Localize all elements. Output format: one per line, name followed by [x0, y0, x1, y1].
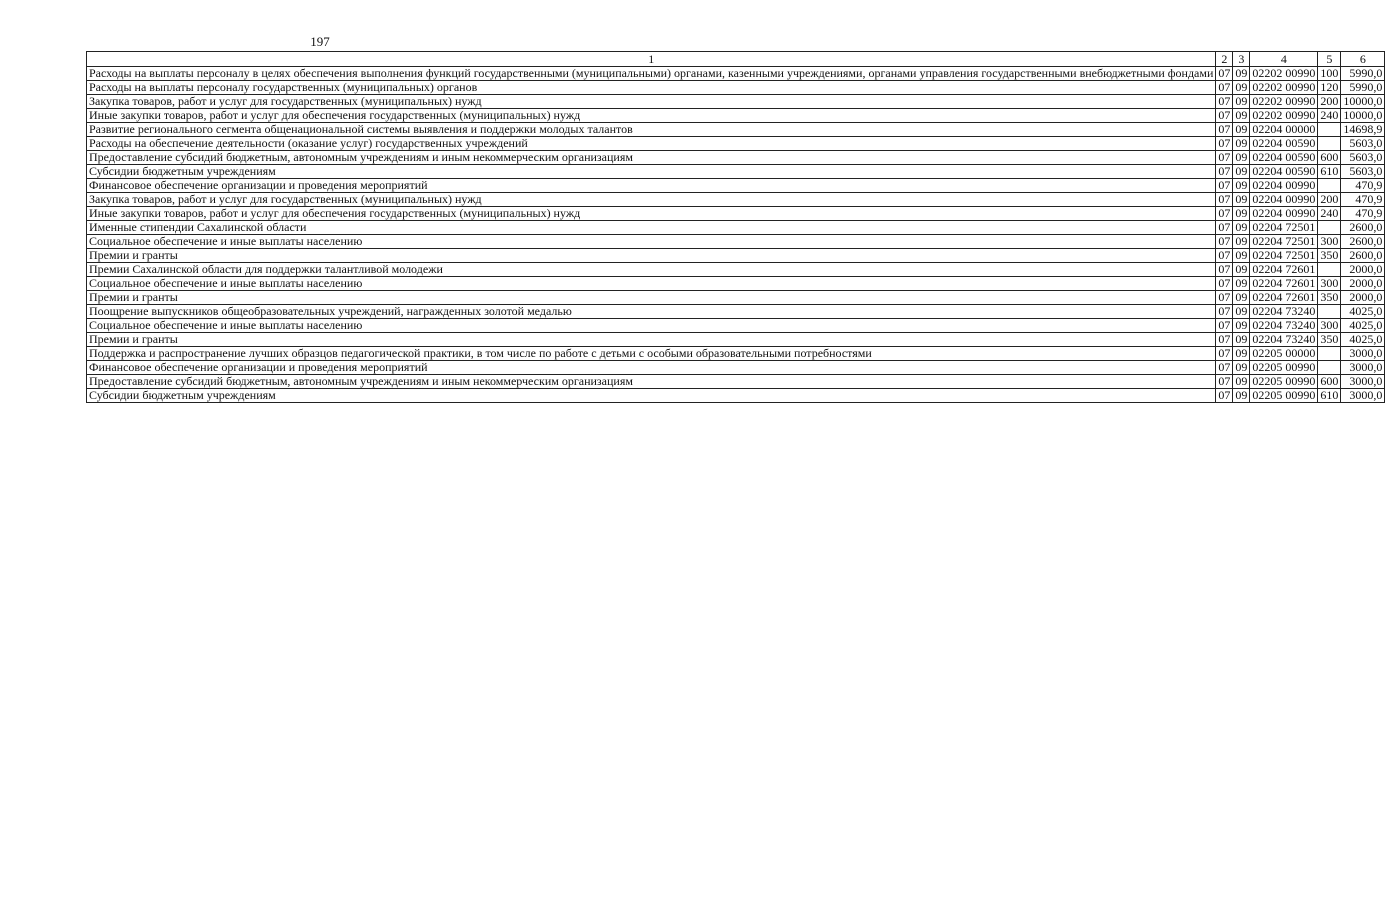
- expense-type-cell: 600: [1318, 151, 1341, 165]
- section-cell: 07: [1216, 151, 1233, 165]
- amount-cell: 5603,0: [1341, 137, 1385, 151]
- amount-cell: 2000,0: [1341, 291, 1385, 305]
- expense-type-cell: [1318, 179, 1341, 193]
- row-name-cell: Иные закупки товаров, работ и услуг для обеспечения государственных (муниципальных) нужд: [87, 109, 1216, 123]
- expense-type-cell: 610: [1318, 389, 1341, 403]
- expense-type-cell: 300: [1318, 319, 1341, 333]
- subsection-cell: 09: [1233, 123, 1250, 137]
- subsection-cell: 09: [1233, 95, 1250, 109]
- row-name-cell: Предоставление субсидий бюджетным, автономным учреждениям и иным некоммерческим организациям: [87, 151, 1216, 165]
- row-name-cell: Развитие регионального сегмента общенациональной системы выявления и поддержки молодых талантов: [87, 123, 1216, 137]
- section-cell: 07: [1216, 333, 1233, 347]
- header-cell: 2: [1216, 52, 1233, 67]
- table-row: [87, 249, 1385, 263]
- amount-cell: 2000,0: [1341, 263, 1385, 277]
- section-cell: 07: [1216, 137, 1233, 151]
- table-row: [87, 305, 1385, 319]
- target-article-cell: 02204 73240: [1250, 333, 1318, 347]
- target-article-cell: 02204 73240: [1250, 305, 1318, 319]
- section-cell: 07: [1216, 235, 1233, 249]
- table-row: [87, 81, 1385, 95]
- section-cell: 07: [1216, 305, 1233, 319]
- table-row: [87, 109, 1385, 123]
- target-article-cell: 02202 00990: [1250, 81, 1318, 95]
- table-body: [87, 67, 1385, 403]
- target-article-cell: 02205 00990: [1250, 375, 1318, 389]
- row-name-cell: Социальное обеспечение и иные выплаты населению: [87, 277, 1216, 291]
- page-number: 197: [310, 34, 330, 49]
- table-row: [87, 165, 1385, 179]
- row-name-cell: Расходы на выплаты персоналу в целях обеспечения выполнения функций государственными (муниципальными) органами, казенными учреждениями, органами управления государственными внебюджетными фондами: [87, 67, 1216, 81]
- expense-type-cell: 300: [1318, 235, 1341, 249]
- row-name-cell: Закупка товаров, работ и услуг для государственных (муниципальных) нужд: [87, 95, 1216, 109]
- table-row: [87, 221, 1385, 235]
- target-article-cell: 02205 00990: [1250, 361, 1318, 375]
- section-cell: 07: [1216, 263, 1233, 277]
- target-article-cell: 02204 72501: [1250, 221, 1318, 235]
- amount-cell: 4025,0: [1341, 305, 1385, 319]
- subsection-cell: 09: [1233, 347, 1250, 361]
- section-cell: 07: [1216, 277, 1233, 291]
- table-row: [87, 319, 1385, 333]
- section-cell: 07: [1216, 319, 1233, 333]
- amount-cell: 470,9: [1341, 207, 1385, 221]
- subsection-cell: 09: [1233, 319, 1250, 333]
- subsection-cell: 09: [1233, 137, 1250, 151]
- section-cell: 07: [1216, 389, 1233, 403]
- amount-cell: 10000,0: [1341, 95, 1385, 109]
- amount-cell: 3000,0: [1341, 347, 1385, 361]
- section-cell: 07: [1216, 347, 1233, 361]
- expense-type-cell: 200: [1318, 193, 1341, 207]
- section-cell: 07: [1216, 249, 1233, 263]
- target-article-cell: 02204 00590: [1250, 137, 1318, 151]
- target-article-cell: 02202 00990: [1250, 109, 1318, 123]
- table-row: [87, 95, 1385, 109]
- subsection-cell: 09: [1233, 277, 1250, 291]
- target-article-cell: 02204 00590: [1250, 151, 1318, 165]
- row-name-cell: Предоставление субсидий бюджетным, автономным учреждениям и иным некоммерческим организациям: [87, 375, 1216, 389]
- row-name-cell: Социальное обеспечение и иные выплаты населению: [87, 235, 1216, 249]
- expense-type-cell: [1318, 263, 1341, 277]
- expense-type-cell: 300: [1318, 277, 1341, 291]
- subsection-cell: 09: [1233, 221, 1250, 235]
- table-row: [87, 137, 1385, 151]
- row-name-cell: Премии и гранты: [87, 249, 1216, 263]
- expense-type-cell: 600: [1318, 375, 1341, 389]
- expense-type-cell: [1318, 221, 1341, 235]
- amount-cell: 2000,0: [1341, 277, 1385, 291]
- subsection-cell: 09: [1233, 333, 1250, 347]
- subsection-cell: 09: [1233, 109, 1250, 123]
- expense-type-cell: 350: [1318, 291, 1341, 305]
- target-article-cell: 02204 72601: [1250, 291, 1318, 305]
- section-cell: 07: [1216, 361, 1233, 375]
- target-article-cell: 02204 00990: [1250, 179, 1318, 193]
- amount-cell: 14698,9: [1341, 123, 1385, 137]
- subsection-cell: 09: [1233, 207, 1250, 221]
- row-name-cell: Иные закупки товаров, работ и услуг для обеспечения государственных (муниципальных) нужд: [87, 207, 1216, 221]
- section-cell: 07: [1216, 291, 1233, 305]
- row-name-cell: Субсидии бюджетным учреждениям: [87, 165, 1216, 179]
- expense-type-cell: 200: [1318, 95, 1341, 109]
- subsection-cell: 09: [1233, 165, 1250, 179]
- target-article-cell: 02204 00000: [1250, 123, 1318, 137]
- target-article-cell: 02204 72601: [1250, 263, 1318, 277]
- table-row: [87, 361, 1385, 375]
- table-row: [87, 375, 1385, 389]
- section-cell: 07: [1216, 179, 1233, 193]
- target-article-cell: 02202 00990: [1250, 95, 1318, 109]
- header-cell: 5: [1318, 52, 1341, 67]
- section-cell: 07: [1216, 81, 1233, 95]
- row-name-cell: Поощрение выпускников общеобразовательных учреждений, награжденных золотой медалью: [87, 305, 1216, 319]
- row-name-cell: Именные стипендии Сахалинской области: [87, 221, 1216, 235]
- subsection-cell: 09: [1233, 375, 1250, 389]
- section-cell: 07: [1216, 207, 1233, 221]
- section-cell: 07: [1216, 165, 1233, 179]
- subsection-cell: 09: [1233, 67, 1250, 81]
- target-article-cell: 02205 00990: [1250, 389, 1318, 403]
- amount-cell: 10000,0: [1341, 109, 1385, 123]
- row-name-cell: Премии Сахалинской области для поддержки талантливой молодежи: [87, 263, 1216, 277]
- row-name-cell: Премии и гранты: [87, 333, 1216, 347]
- subsection-cell: 09: [1233, 305, 1250, 319]
- expense-type-cell: 240: [1318, 207, 1341, 221]
- subsection-cell: 09: [1233, 263, 1250, 277]
- amount-cell: 5990,0: [1341, 67, 1385, 81]
- row-name-cell: Расходы на выплаты персоналу государственных (муниципальных) органов: [87, 81, 1216, 95]
- table-row: [87, 193, 1385, 207]
- amount-cell: 4025,0: [1341, 333, 1385, 347]
- amount-cell: 5603,0: [1341, 151, 1385, 165]
- row-name-cell: Закупка товаров, работ и услуг для государственных (муниципальных) нужд: [87, 193, 1216, 207]
- amount-cell: 5603,0: [1341, 165, 1385, 179]
- expense-type-cell: [1318, 347, 1341, 361]
- table-row: [87, 235, 1385, 249]
- table-row: [87, 291, 1385, 305]
- header-cell: 4: [1250, 52, 1318, 67]
- expense-type-cell: [1318, 361, 1341, 375]
- section-cell: 07: [1216, 109, 1233, 123]
- table-row: [87, 123, 1385, 137]
- header-cell: 6: [1341, 52, 1385, 67]
- expense-type-cell: [1318, 305, 1341, 319]
- row-name-cell: Субсидии бюджетным учреждениям: [87, 389, 1216, 403]
- header-row: [87, 52, 1385, 67]
- expense-type-cell: 350: [1318, 249, 1341, 263]
- target-article-cell: 02204 00990: [1250, 193, 1318, 207]
- section-cell: 07: [1216, 95, 1233, 109]
- amount-cell: 2600,0: [1341, 235, 1385, 249]
- table-row: [87, 179, 1385, 193]
- row-name-cell: Премии и гранты: [87, 291, 1216, 305]
- section-cell: 07: [1216, 193, 1233, 207]
- row-name-cell: Социальное обеспечение и иные выплаты населению: [87, 319, 1216, 333]
- target-article-cell: 02204 00590: [1250, 165, 1318, 179]
- expense-type-cell: 100: [1318, 67, 1341, 81]
- subsection-cell: 09: [1233, 179, 1250, 193]
- amount-cell: 470,9: [1341, 193, 1385, 207]
- amount-cell: 470,9: [1341, 179, 1385, 193]
- section-cell: 07: [1216, 67, 1233, 81]
- subsection-cell: 09: [1233, 235, 1250, 249]
- header-cell: 1: [87, 52, 1216, 67]
- target-article-cell: 02204 00990: [1250, 207, 1318, 221]
- row-name-cell: Финансовое обеспечение организации и проведения мероприятий: [87, 361, 1216, 375]
- subsection-cell: 09: [1233, 389, 1250, 403]
- subsection-cell: 09: [1233, 81, 1250, 95]
- expense-type-cell: 240: [1318, 109, 1341, 123]
- subsection-cell: 09: [1233, 291, 1250, 305]
- expense-type-cell: 610: [1318, 165, 1341, 179]
- expense-type-cell: [1318, 137, 1341, 151]
- amount-cell: 2600,0: [1341, 249, 1385, 263]
- target-article-cell: 02202 00990: [1250, 67, 1318, 81]
- expense-type-cell: [1318, 123, 1341, 137]
- section-cell: 07: [1216, 375, 1233, 389]
- row-name-cell: Поддержка и распространение лучших образцов педагогической практики, в том числе по работе с детьми с особыми образовательными потребностями: [87, 347, 1216, 361]
- target-article-cell: 02205 00000: [1250, 347, 1318, 361]
- subsection-cell: 09: [1233, 249, 1250, 263]
- row-name-cell: Финансовое обеспечение организации и проведения мероприятий: [87, 179, 1216, 193]
- target-article-cell: 02204 72501: [1250, 249, 1318, 263]
- section-cell: 07: [1216, 221, 1233, 235]
- expense-type-cell: 120: [1318, 81, 1341, 95]
- header-cell: 3: [1233, 52, 1250, 67]
- table-row: [87, 347, 1385, 361]
- target-article-cell: 02204 72601: [1250, 277, 1318, 291]
- amount-cell: 3000,0: [1341, 361, 1385, 375]
- expense-type-cell: 350: [1318, 333, 1341, 347]
- subsection-cell: 09: [1233, 193, 1250, 207]
- table-row: [87, 151, 1385, 165]
- table-row: [87, 277, 1385, 291]
- target-article-cell: 02204 72501: [1250, 235, 1318, 249]
- amount-cell: 3000,0: [1341, 375, 1385, 389]
- table-row: [87, 263, 1385, 277]
- section-cell: 07: [1216, 123, 1233, 137]
- table-row: [87, 207, 1385, 221]
- amount-cell: 2600,0: [1341, 221, 1385, 235]
- row-name-cell: Расходы на обеспечение деятельности (оказание услуг) государственных учреждений: [87, 137, 1216, 151]
- target-article-cell: 02204 73240: [1250, 319, 1318, 333]
- subsection-cell: 09: [1233, 361, 1250, 375]
- table-row: [87, 333, 1385, 347]
- amount-cell: 3000,0: [1341, 389, 1385, 403]
- amount-cell: 5990,0: [1341, 81, 1385, 95]
- table-row: [87, 67, 1385, 81]
- amount-cell: 4025,0: [1341, 319, 1385, 333]
- subsection-cell: 09: [1233, 151, 1250, 165]
- table-row: [87, 389, 1385, 403]
- budget-table: [86, 51, 1385, 403]
